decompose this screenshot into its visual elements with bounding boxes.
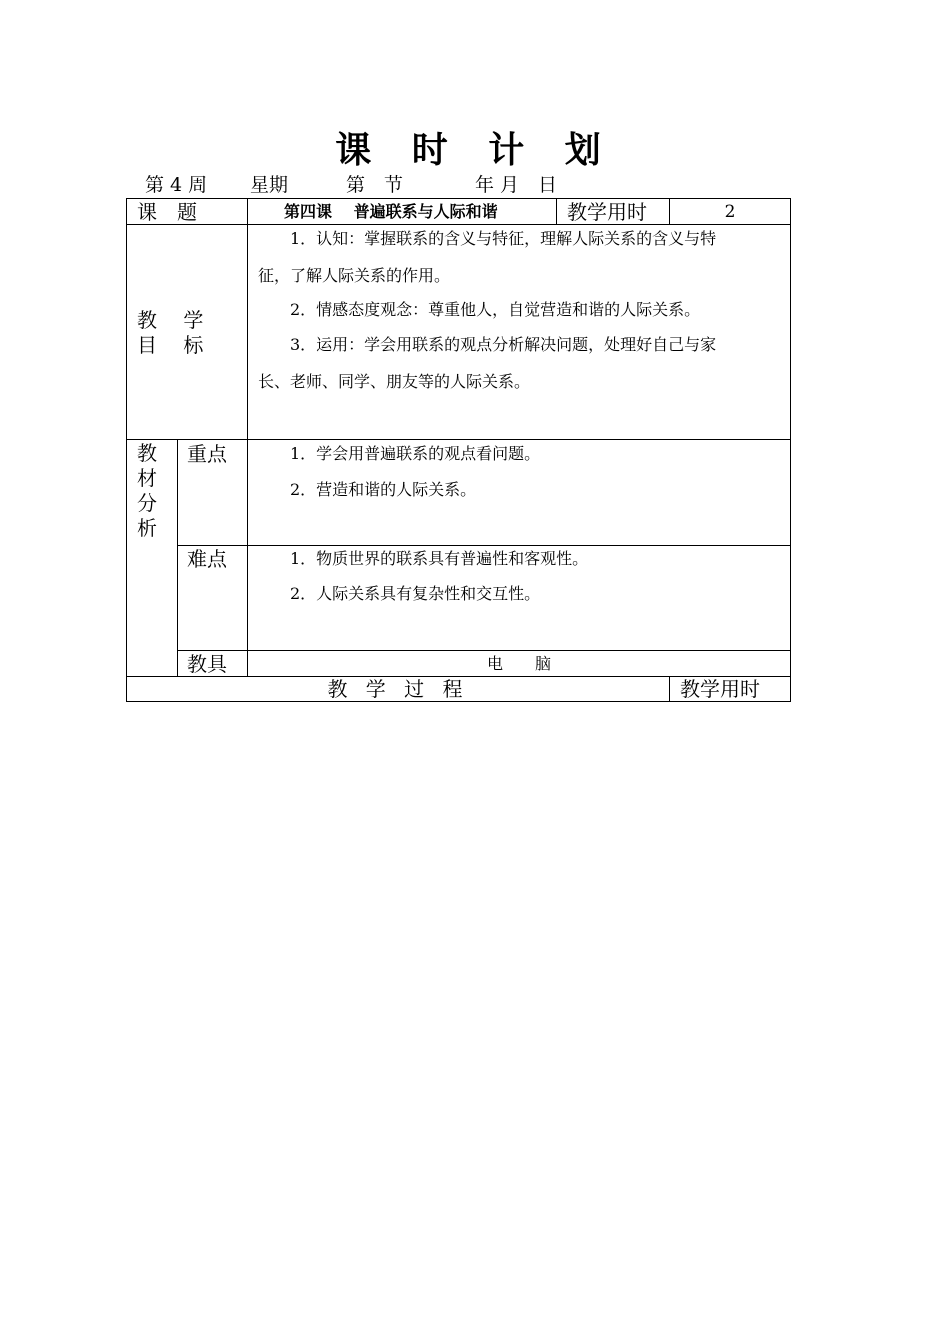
hours-value: 2: [724, 202, 736, 222]
objectives-label-line1: 教 学: [137, 308, 204, 332]
difficulty-item: 1．物质世界的联系具有普遍性和客观性。: [290, 549, 589, 568]
process-hours-label: 教学用时: [680, 677, 760, 701]
table-border-left: [126, 198, 127, 702]
objectives-label: [137, 308, 203, 358]
topic-label: 课 题: [137, 200, 197, 224]
table-border-top: [126, 198, 791, 199]
tools-label: 教具: [187, 652, 227, 676]
key-points-label: 重点: [187, 442, 227, 466]
hours-label: 教学用时: [567, 200, 647, 224]
objective-item: 长、老师、同学、朋友等的人际关系。: [258, 372, 531, 391]
weekday-label: 星期: [250, 174, 289, 196]
column-divider: [177, 439, 178, 677]
objectives-label-line2: 目 标: [137, 333, 204, 357]
objective-item: 1．认知：掌握联系的含义与特征，理解人际关系的含义与特: [290, 229, 717, 248]
key-point-item: 1．学会用普遍联系的观点看问题。: [290, 444, 541, 463]
difficulties-label: 难点: [187, 547, 227, 571]
column-divider: [556, 198, 557, 225]
week-label: 第 4 周: [145, 174, 208, 196]
analysis-label: 教材分析: [137, 441, 157, 540]
objective-item: 2．情感态度观念：尊重他人，自觉营造和谐的人际关系。: [290, 300, 701, 319]
objective-item: 征，了解人际关系的作用。: [258, 266, 451, 285]
topic-value: 第四课 普遍联系与人际和谐: [284, 202, 498, 221]
page-title: 课 时 计 划: [335, 130, 615, 171]
date-label: 年 月 日: [475, 174, 558, 196]
process-label: 教 学 过 程: [327, 677, 469, 701]
key-point-item: 2．营造和谐的人际关系。: [290, 480, 477, 499]
row-divider: [177, 650, 791, 651]
table-border-right: [790, 198, 791, 702]
tools-value: 电 脑: [486, 654, 551, 673]
period-label: 第 节: [346, 174, 404, 196]
difficulty-item: 2．人际关系具有复杂性和交互性。: [290, 584, 541, 603]
row-divider: [126, 439, 791, 440]
row-divider: [126, 224, 791, 225]
row-divider: [177, 545, 791, 546]
objective-item: 3．运用：学会用联系的观点分析解决问题，处理好自己与家: [290, 335, 717, 354]
table-border-bottom: [126, 701, 791, 702]
column-divider: [669, 676, 670, 702]
column-divider: [247, 198, 248, 677]
